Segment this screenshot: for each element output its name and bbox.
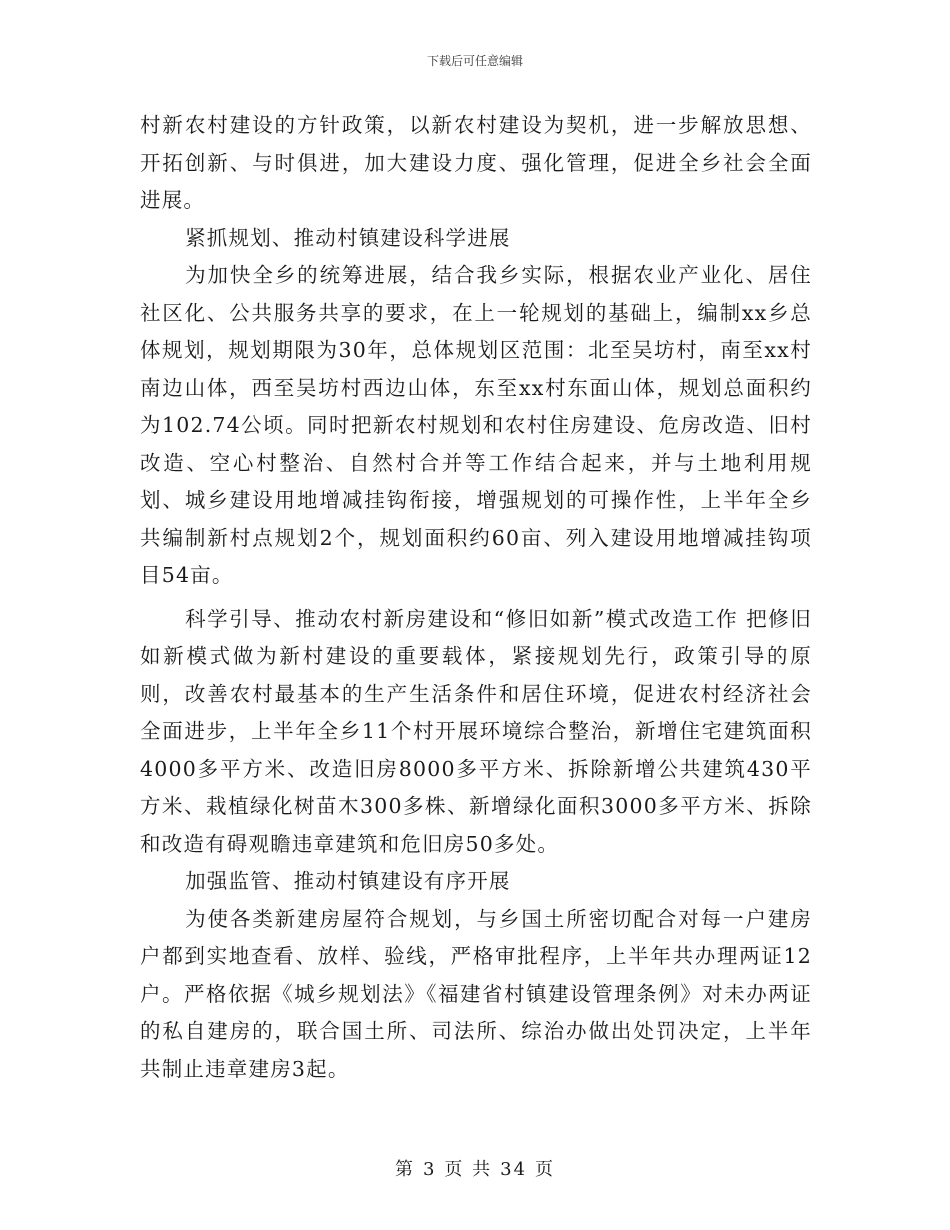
- footer-total-pages: 34: [500, 1159, 528, 1180]
- footer-suffix: 页: [535, 1159, 556, 1180]
- page-header: 下载后可任意编辑: [426, 54, 523, 68]
- document-body: [140, 107, 812, 1088]
- paragraph-intro-continuation: 村新农村建设的方针政策，以新农村建设为契机，进一步解放思想、开拓创新、与时俱进，加大建设力度、强化管理，促进全乡社会全面进展。: [140, 113, 812, 212]
- paragraph-renovation: 科学引导、推动农村新房建设和“修旧如新”模式改造工作 把修旧如新模式做为新村建设的重要载体，紧接规划先行，政策引导的原则，改善农村最基本的生产生活条件和居住环境，促进农村经济社会全面进步，上半年全乡11个村开展环境综合整治，新增住宅建筑面积4000多平方米、改造旧房8000多平方米、拆除新增公共建筑430平方米、栽植绿化树苗木300多株、新增绿化面积3000多平方米、拆除和改造有碍观瞻违章建筑和危旧房50多处。: [140, 606, 812, 856]
- page-footer: [0, 1155, 950, 1181]
- section-heading-supervision: 加强监管、推动村镇建设有序开展: [185, 869, 511, 893]
- section-heading-planning: 紧抓规划、推动村镇建设科学进展: [185, 225, 511, 250]
- footer-middle: 页 共: [444, 1159, 493, 1180]
- footer-prefix: 第: [394, 1159, 415, 1180]
- footer-current-page: 3: [422, 1159, 437, 1180]
- paragraph-planning: 为加快全乡的统筹进展，结合我乡实际，根据农业产业化、居住社区化、公共服务共享的要求，在上一轮规划的基础上，编制xx乡总体规划，规划期限为30年，总体规划区范围：北至吴坊村，南至xx村南边山体，西至吴坊村西边山体，东至xx村东面山体，规划总面积约为102.74公顷。同时把新农村规划和农村住房建设、危房改造、旧村改造、空心村整治、自然村合并等工作结合起来，并与土地利用规划、城乡建设用地增减挂钩衔接，增强规划的可操作性，上半年全乡共编制新村点规划2个，规划面积约60亩、列入建设用地增减挂钩项目54亩。: [140, 263, 812, 587]
- paragraph-supervision: 为使各类新建房屋符合规划，与乡国土所密切配合对每一户建房户都到实地查看、放样、验线，严格审批程序，上半年共办理两证12户。严格依据《城乡规划法》《福建省村镇建设管理条例》对未办两证的私自建房的，联合国土所、司法所、综治办做出处罚决定，上半年共制止违章建房3起。: [140, 906, 812, 1081]
